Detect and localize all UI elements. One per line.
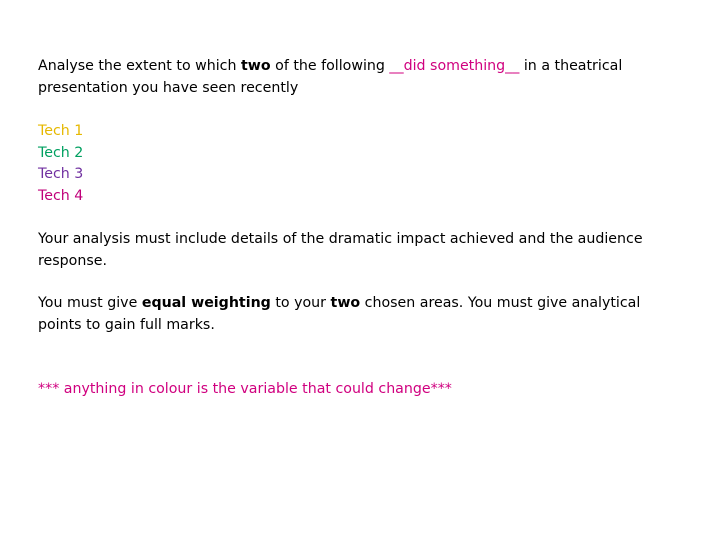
slide-content — [38, 56, 678, 401]
question-text-3: in a theatrical presentation you have seen recently — [38, 58, 623, 96]
weighting-text-1: You must give — [38, 295, 142, 311]
question-text-2: of the following — [270, 58, 390, 74]
weighting-text-2: to your — [270, 295, 331, 311]
weighting-two-emphasis: two — [330, 295, 361, 311]
weighting-text-3: chosen areas. You must give analytical points to gain full marks. — [38, 295, 641, 333]
weighting-paragraph — [38, 293, 678, 336]
question-paragraph — [38, 56, 678, 99]
weighting-equal-emphasis: equal weighting — [141, 295, 271, 311]
tech-list — [38, 121, 678, 207]
question-text-1: Analyse the extent to which — [38, 58, 241, 74]
tech-item-4: Tech 4 — [38, 187, 84, 204]
tech-item-2: Tech 2 — [38, 144, 84, 161]
tech-item-1: Tech 1 — [38, 123, 84, 139]
tech-item-3: Tech 3 — [38, 166, 84, 182]
question-two-emphasis: two — [240, 58, 271, 74]
analysis-paragraph: Your analysis must include details of the dramatic impact achieved and the audience response. — [38, 231, 643, 269]
question-variable: __did something__ — [389, 58, 520, 74]
colour-note: *** anything in colour is the variable that could change*** — [38, 381, 452, 397]
